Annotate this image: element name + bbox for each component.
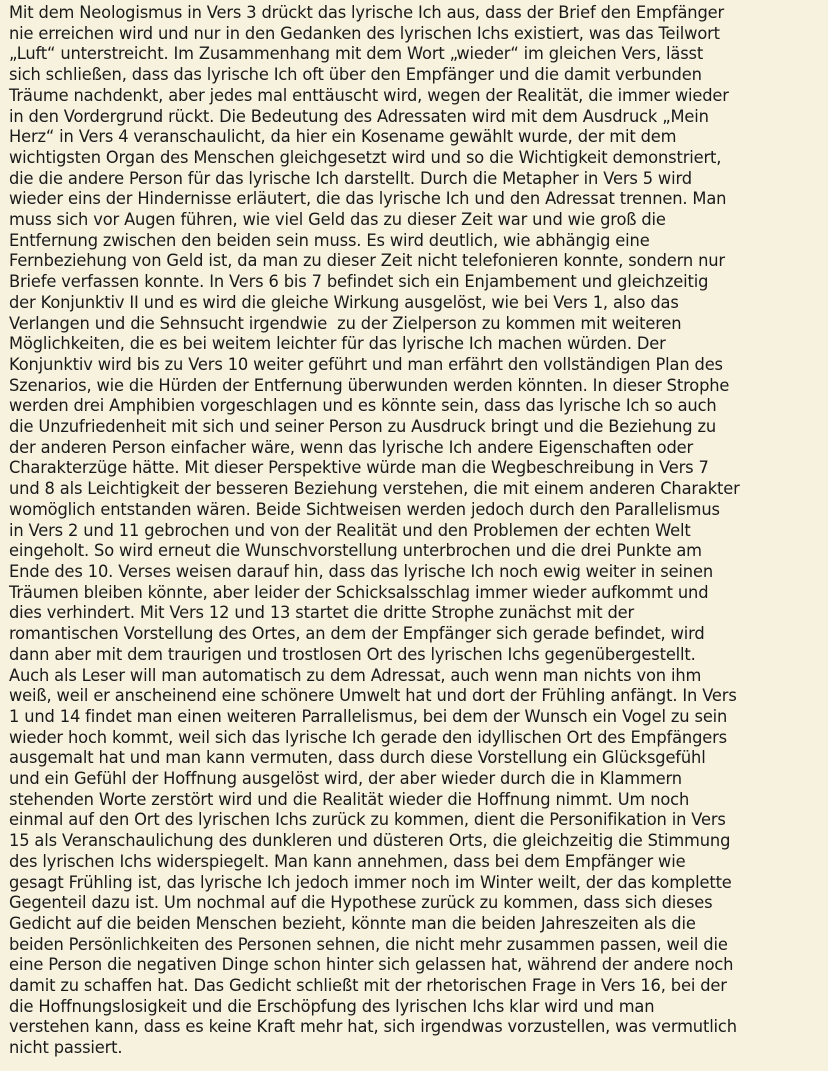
text-line: gesagt Frühling ist, das lyrische Ich jedoch immer noch im Winter weilt, der das komplette [9,872,732,892]
text-line: weiß, weil er anscheinend eine schönere Umwelt hat und dort der Frühling anfängt. In Vers [9,686,737,706]
text-line: damit zu schaffen hat. Das Gedicht schließt mit der rhetorischen Frage in Vers 16, bei der [9,976,727,996]
text-line: Auch als Leser will man automatisch zu dem Adressat, auch wenn man nichts von ihm [9,665,702,685]
text-line: eine Person die negativen Dinge schon hinter sich gelassen hat, während der andere noch [9,955,734,975]
text-line: eingeholt. So wird erneut die Wunschvorstellung unterbrochen und die drei Punkte am [9,541,702,561]
text-line: Mit dem Neologismus in Vers 3 drückt das lyrische Ich aus, dass der Brief den Empfänger [9,3,725,22]
text-line: Charakterzüge hätte. Mit dieser Perspektive würde man die Wegbeschreibung in Vers 7 [9,458,709,478]
text-line: in Vers 2 und 11 gebrochen und von der Realität und den Problemen der echten Welt [9,520,691,540]
text-line: Herz“ in Vers 4 veranschaulicht, da hier ein Kosename gewählt wurde, der mit dem [9,127,677,147]
text-line: ausgemalt hat und man kann vermuten, dass durch diese Vorstellung ein Glücksgefühl [9,748,706,768]
text-line: stehenden Worte zerstört wird und die Realität wieder die Hoffnung nimmt. Um noch [9,789,690,809]
text-line: sich schließen, dass das lyrische Ich oft über den Empfänger und die damit verbunden [9,65,702,85]
text-line: Entfernung zwischen den beiden sein muss. Es wird deutlich, wie abhängig eine [9,230,650,250]
essay-text [9,3,827,1059]
text-line: nicht passiert. [9,1038,123,1058]
text-line: Konjunktiv wird bis zu Vers 10 weiter geführt und man erfährt den vollständigen Plan des [9,354,723,374]
text-line: dies verhindert. Mit Vers 12 und 13 startet die dritte Strophe zunächst mit der [9,603,635,623]
text-line: Verlangen und die Sehnsucht irgendwie zu der Zielperson zu kommen mit weiteren [9,313,682,333]
text-line: Fernbeziehung von Geld ist, da man zu dieser Zeit nicht telefonieren konnte, sondern nur [9,251,725,271]
text-line: romantischen Vorstellung des Ortes, an dem der Empfänger sich gerade befindet, wird [9,624,705,644]
text-line: muss sich vor Augen führen, wie viel Geld das zu dieser Zeit war und wie groß die [9,210,666,230]
text-line: nie erreichen wird und nur in den Gedanken des lyrischen Ichs existiert, was das Teilwort [9,23,720,43]
text-line: die die andere Person für das lyrische Ich darstellt. Durch die Metapher in Vers 5 wird [9,168,692,188]
text-line: in den Vordergrund rückt. Die Bedeutung des Adressaten wird mit dem Ausdruck „Mein [9,106,709,126]
text-line: womöglich entstanden wären. Beide Sichtweisen werden jedoch durch den Parallelismus [9,499,720,519]
text-line: wieder eins der Hindernisse erläutert, die das lyrische Ich und den Adressat trennen. Man [9,189,727,209]
text-line: Möglichkeiten, die es bei weitem leichter für das lyrische Ich machen würden. Der [9,334,666,354]
text-line: beiden Persönlichkeiten des Personen sehnen, die nicht mehr zusammen passen, weil die [9,934,728,954]
text-line: der anderen Person einfacher wäre, wenn das lyrische Ich andere Eigenschaften oder [9,437,694,457]
text-line: Ende des 10. Verses weisen darauf hin, dass das lyrische Ich noch ewig weiter in seinen [9,561,714,581]
text-line: wieder hoch kommt, weil sich das lyrische Ich gerade den idyllischen Ort des Empfängers [9,727,728,747]
text-line: verstehen kann, dass es keine Kraft mehr hat, sich irgendwas vorzustellen, was vermutlich [9,1017,737,1037]
text-line: die Hoffnungslosigkeit und die Erschöpfung des lyrischen Ichs klar wird und man [9,996,655,1016]
text-line: Gedicht auf die beiden Menschen bezieht, könnte man die beiden Jahreszeiten als die [9,913,696,933]
text-line: Träumen bleiben könnte, aber leider der Schicksalsschlag immer wieder aufkommt und [9,582,709,602]
text-line: und 8 als Leichtigkeit der besseren Beziehung verstehen, die mit einem anderen Charakter [9,479,740,499]
text-line: und ein Gefühl der Hoffnung ausgelöst wird, der aber wieder durch die in Klammern [9,769,682,789]
text-line: 15 als Veranschaulichung des dunkleren und düsteren Orts, die gleichzeitig die Stimmung [9,831,731,851]
text-line: werden drei Amphibien vorgeschlagen und es könnte sein, dass das lyrische Ich so auch [9,396,717,416]
text-line: der Konjunktiv II und es wird die gleiche Wirkung ausgelöst, wie bei Vers 1, also das [9,292,679,312]
text-line: Gegenteil dazu ist. Um nochmal auf die Hypothese zurück zu kommen, dass sich dieses [9,893,713,913]
text-line: Träume nachdenkt, aber jedes mal enttäuscht wird, wegen der Realität, die immer wieder [9,85,729,105]
text-line: 1 und 14 findet man einen weiteren Parrallelismus, bei dem der Wunsch ein Vogel zu sein [9,706,728,726]
text-line: dann aber mit dem traurigen und trostlosen Ort des lyrischen Ichs gegenübergestellt. [9,644,696,664]
text-line: Szenarios, wie die Hürden der Entfernung überwunden werden könnten. In dieser Strophe [9,375,730,395]
text-line: wichtigsten Organ des Menschen gleichgesetzt wird und so die Wichtigkeit demonstriert, [9,147,722,167]
text-line: Briefe verfassen konnte. In Vers 6 bis 7 befindet sich ein Enjambement und gleichzeitig [9,272,709,292]
text-line: „Luft“ unterstreicht. Im Zusammenhang mit dem Wort „wieder“ im gleichen Vers, lässt [9,44,704,64]
text-line: einmal auf den Ort des lyrischen Ichs zurück zu kommen, dient die Personifikation in Vers [9,810,726,830]
text-line: die Unzufriedenheit mit sich und seiner Person zu Ausdruck bringt und die Beziehung zu [9,417,717,437]
text-line: des lyrischen Ichs widerspiegelt. Man kann annehmen, dass bei dem Empfänger wie [9,851,686,871]
